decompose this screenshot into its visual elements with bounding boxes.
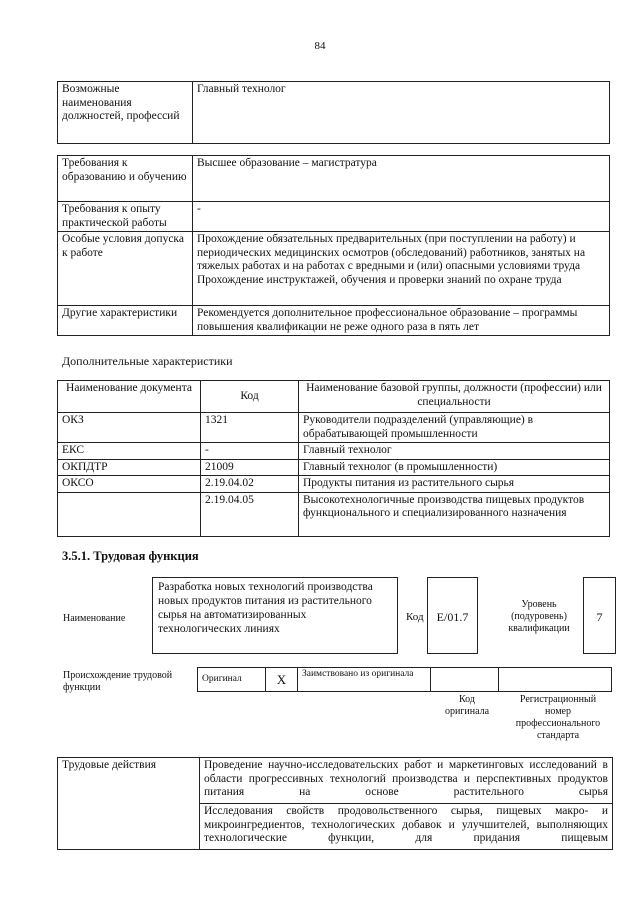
row-doc <box>58 492 201 536</box>
row-code: 21009 <box>201 459 299 476</box>
function-name-box <box>152 577 398 654</box>
action-item: Исследования свойств продовольственного сырья, пищевых макро- и микроингредиентов, технологических добавок и улучшителей, выполняющих технологические функции, для придания пищевым <box>200 804 613 850</box>
header-name: Наименование базовой группы, должности (профессии) или специальности <box>299 381 610 413</box>
row-name: Руководители подразделений (управляющие) в обрабатывающей промышленности <box>299 413 610 443</box>
qualification-level-box <box>583 577 616 654</box>
additional-table <box>57 380 610 537</box>
row-name: Продукты питания из растительного сырья <box>299 476 610 493</box>
origin-borrowed-label: Заимствовано из оригинала <box>298 668 431 692</box>
origin-original-label: Оригинал <box>198 668 266 692</box>
row-code: 2.19.04.02 <box>201 476 299 493</box>
row-doc: ОКЗ <box>58 413 201 443</box>
origin-label: Происхождение трудовой функции <box>63 670 173 693</box>
header-document: Наименование документа <box>58 381 201 413</box>
row-name: Главный технолог (в промышленности) <box>299 459 610 476</box>
req-conditions-label: Особые условия допуска к работе <box>58 232 193 306</box>
row-code: 2.19.04.05 <box>201 492 299 536</box>
req-experience-value: - <box>193 202 610 232</box>
req-conditions-line-1: Прохождение обязательных предварительных (при поступлении на работу) и периодических медицинских осмотров (обследований) работников, занятых на тяжелых работах и на работах с вредными и (или) опасными условиями труда <box>197 233 586 272</box>
function-name-value: Разработка новых технологий производства новых продуктов питания из растительного сырья на автоматизированных технологических линиях <box>158 581 373 635</box>
row-name: Высокотехнологичные производства пищевых продуктов функционального и специализированного назначения <box>299 492 610 536</box>
additional-title: Дополнительные характеристики <box>62 354 233 368</box>
positions-table <box>57 81 610 144</box>
req-experience-label: Требования к опыту практической работы <box>58 202 193 232</box>
requirements-table <box>57 155 610 336</box>
positions-value: Главный технолог <box>193 82 610 144</box>
req-education-value: Высшее образование – магистратура <box>193 156 610 202</box>
actions-label: Трудовые действия <box>58 758 200 850</box>
function-name-label: Наименование <box>63 613 126 624</box>
function-code-label: Код <box>406 611 424 623</box>
origin-original-mark: X <box>266 668 298 692</box>
qualification-level-value: 7 <box>596 610 603 624</box>
function-code-value: E/01.7 <box>436 610 469 624</box>
row-code: - <box>201 443 299 460</box>
row-doc: ЕКС <box>58 443 201 460</box>
origin-code-cell <box>431 668 499 692</box>
qualification-level-label: Уровень (подуровень) квалификации <box>508 599 570 634</box>
positions-label: Возможные наименования должностей, профессий <box>58 82 193 144</box>
action-item: Проведение научно-исследовательских работ и маркетинговых исследований в области прогрессивных технологий производства и перспективных продуктов питания на основе растительного сырья <box>200 758 613 804</box>
page-number: 84 <box>314 40 326 52</box>
req-conditions-line-2: Прохождение инструктажей, обучения и проверки знаний по охране труда <box>197 273 562 286</box>
row-code: 1321 <box>201 413 299 443</box>
req-education-label: Требования к образованию и обучению <box>58 156 193 202</box>
row-doc: ОКСО <box>58 476 201 493</box>
origin-table <box>197 667 612 692</box>
actions-table <box>57 757 613 850</box>
origin-code-caption: Код оригинала <box>444 694 490 717</box>
req-conditions-value <box>193 232 610 306</box>
function-title: 3.5.1. Трудовая функция <box>62 549 199 563</box>
header-code: Код <box>201 381 299 413</box>
function-code-box <box>427 577 478 654</box>
row-doc: ОКПДТР <box>58 459 201 476</box>
row-name: Главный технолог <box>299 443 610 460</box>
origin-reg-cell <box>499 668 612 692</box>
req-other-value: Рекомендуется дополнительное профессиональное образование – программы повышения квалификации не реже одного раза в пять лет <box>193 306 610 336</box>
origin-reg-caption: Регистрационный номер профессионального стандарта <box>515 694 601 741</box>
req-other-label: Другие характеристики <box>58 306 193 336</box>
